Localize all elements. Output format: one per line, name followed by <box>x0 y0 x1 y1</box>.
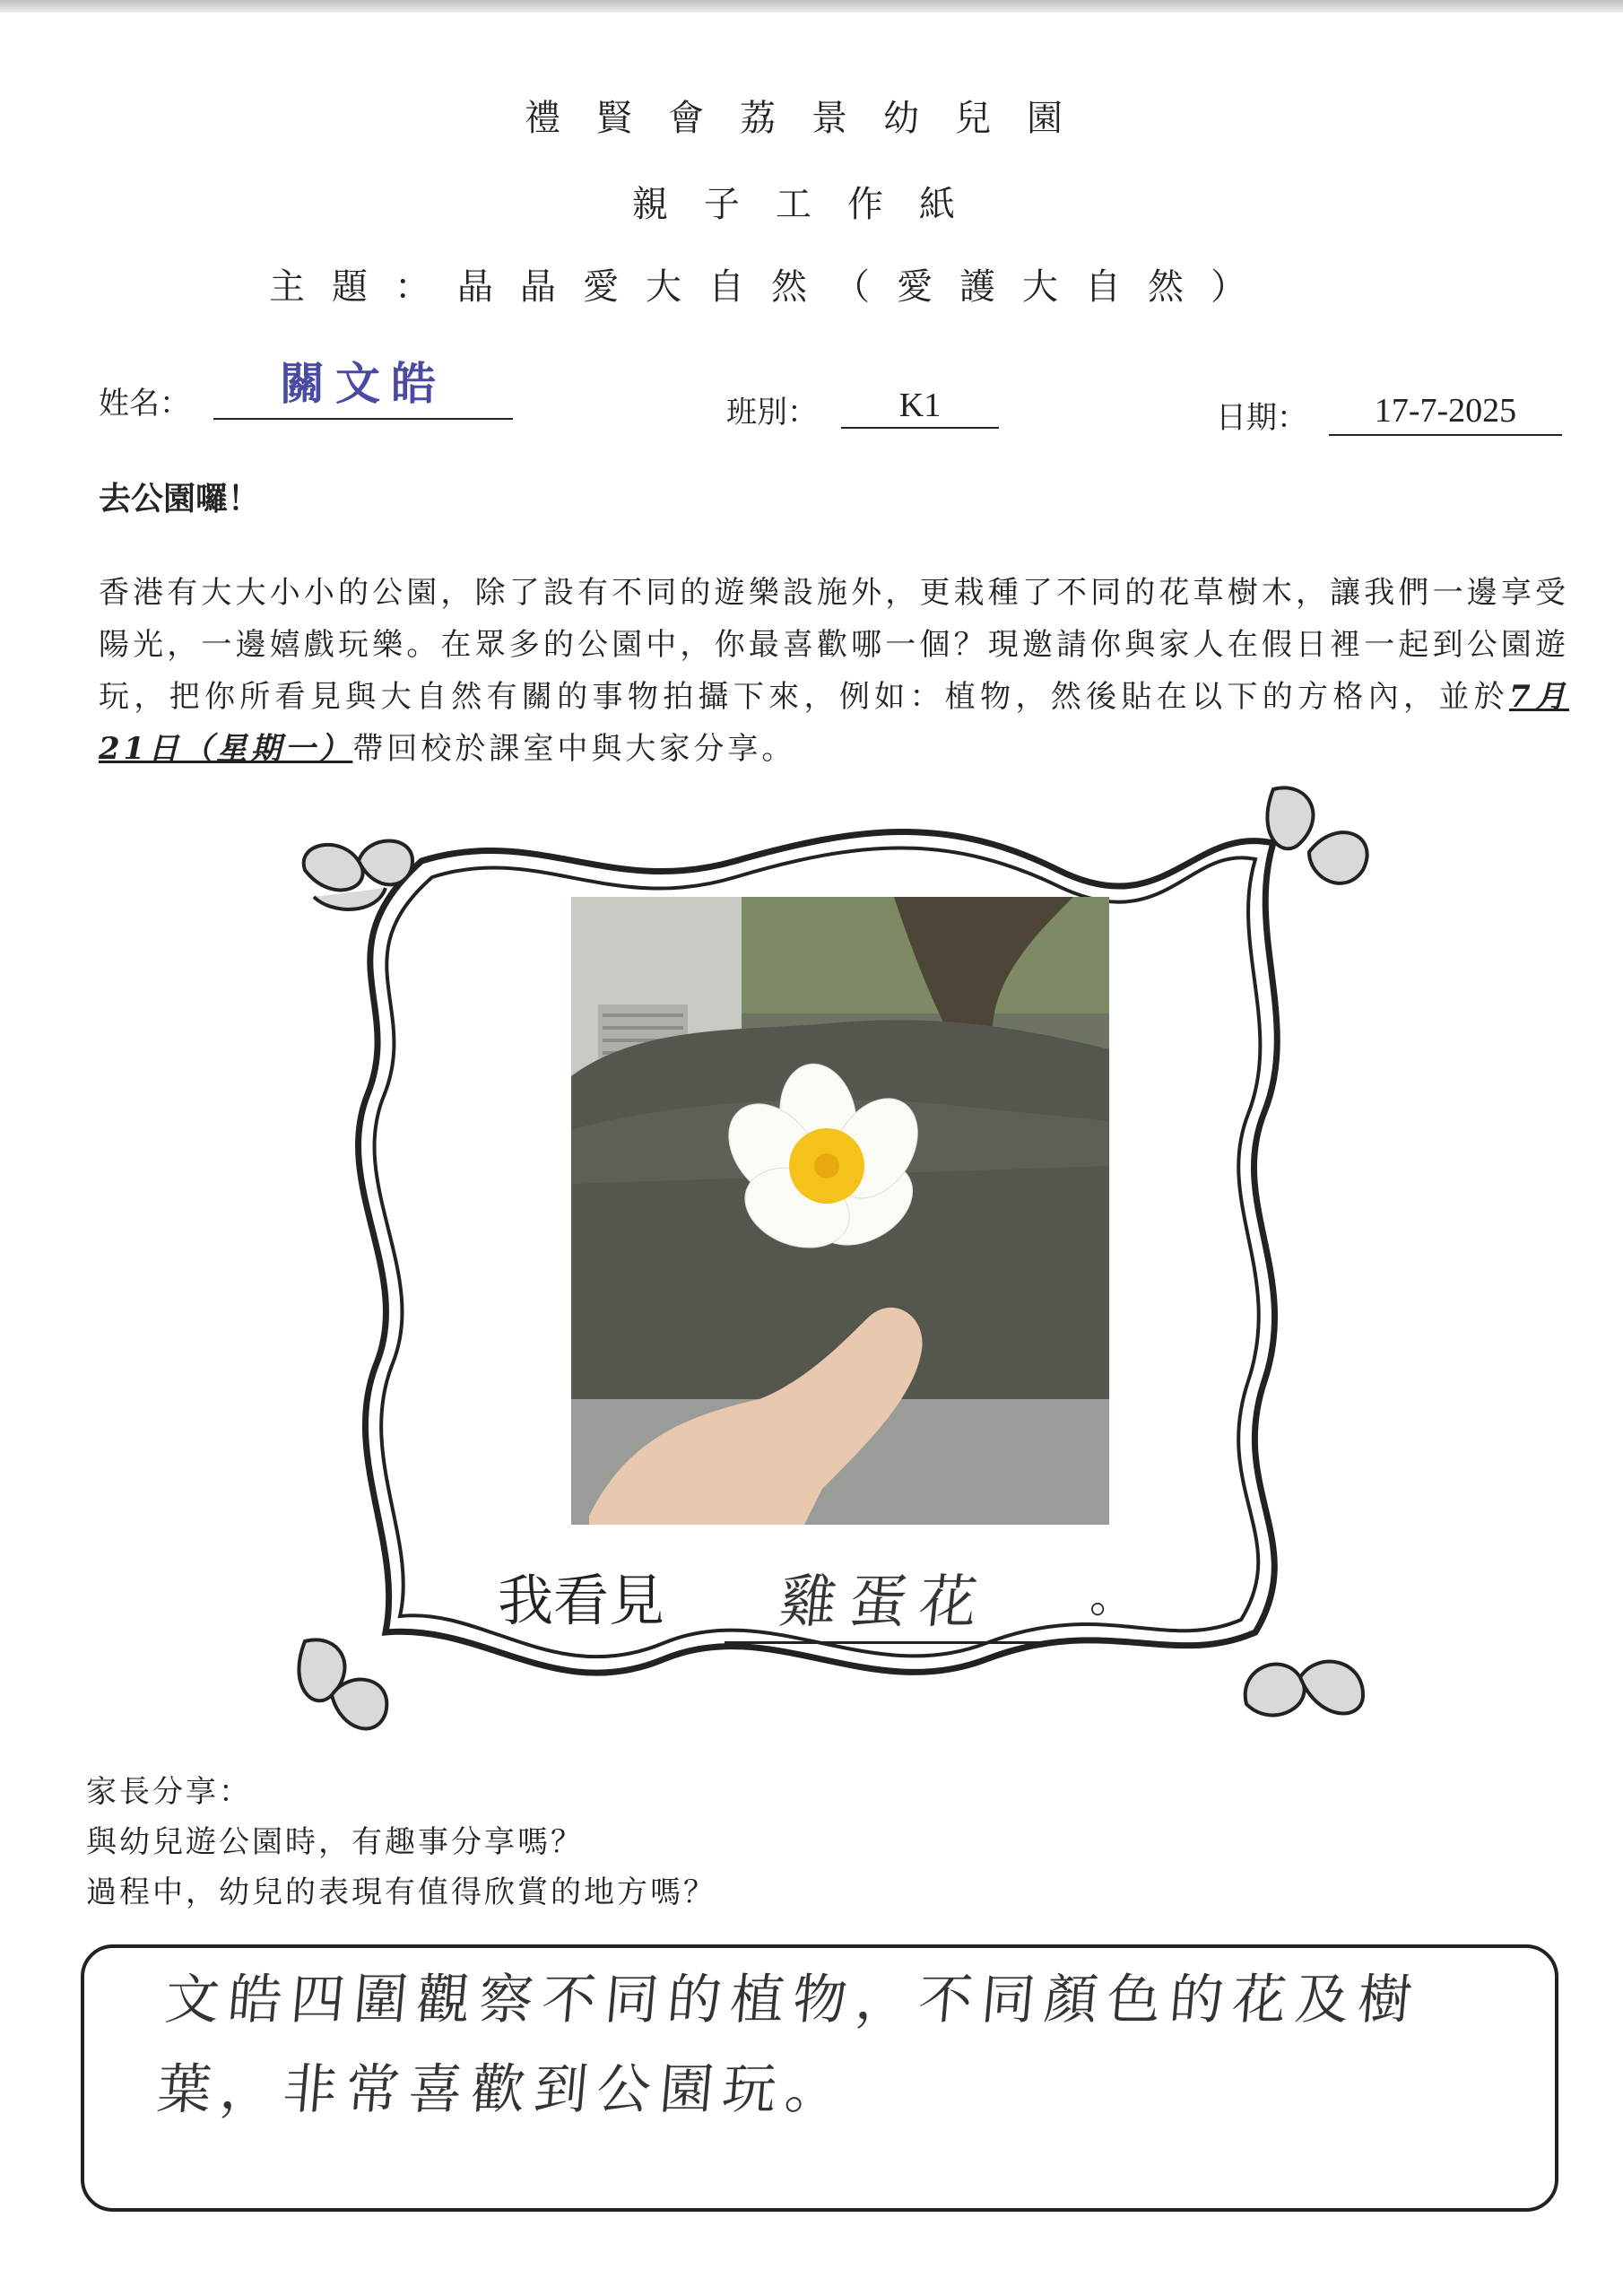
paragraph-text-end: 帶回校於課室中與大家分享。 <box>352 731 796 767</box>
school-name: 禮賢會荔景幼兒園 <box>525 98 1098 139</box>
activity-heading: 去公園囉！ <box>99 481 261 517</box>
frangipani-photo <box>571 897 1109 1525</box>
parent-question-2: 過程中，幼兒的表現有值得欣賞的地方嗎？ <box>86 1874 716 1910</box>
date-label: 日期： <box>1216 400 1307 436</box>
corner-flourish-icon <box>299 1639 386 1728</box>
name-line <box>213 418 513 420</box>
corner-flourish-icon <box>1245 1662 1363 1716</box>
topic-label: 主題： <box>269 266 457 308</box>
parent-share-label: 家長分享： <box>86 1774 252 1810</box>
class-label: 班別： <box>726 395 818 430</box>
name-value[interactable]: 關文皓 <box>280 358 447 410</box>
date-value[interactable]: 17-7-2025 <box>1374 392 1517 430</box>
topic-text: 晶晶愛大自然（愛護大自然） <box>457 266 1273 308</box>
corner-flourish-icon <box>304 841 412 909</box>
caption-answer[interactable]: 雞蛋花 <box>776 1570 994 1636</box>
class-value[interactable]: K1 <box>898 387 942 424</box>
due-date: 7月21日（星期一） <box>99 679 1569 767</box>
corner-flourish-icon <box>1267 787 1367 883</box>
topic-line <box>269 258 1273 309</box>
activity-paragraph <box>99 567 1569 775</box>
class-line <box>841 427 999 429</box>
caption-prefix: 我看見 <box>498 1568 665 1633</box>
answer-line-1: 文皓四圍觀察不同的植物，不同顏色的花及樹 <box>162 1969 1424 2031</box>
date-line <box>1329 434 1562 436</box>
worksheet-title: 親子工作紙 <box>632 184 991 225</box>
caption-end: 。 <box>1089 1570 1134 1622</box>
caption-blank-line <box>725 1641 1067 1644</box>
parent-question-1: 與幼兒遊公園時，有趣事分享嗎？ <box>86 1824 584 1860</box>
scan-edge <box>0 0 1623 13</box>
name-label: 姓名： <box>99 386 190 422</box>
parent-share-block <box>86 1767 716 1918</box>
answer-line-2: 葉，非常喜歡到公園玩。 <box>154 2058 851 2121</box>
paragraph-text: 香港有大大小小的公園，除了設有不同的遊樂設施外，更栽種了不同的花草樹木，讓我們一邊享受陽光，一邊嬉戲玩樂。在眾多的公園中，你最喜歡哪一個？現邀請你與家人在假日裡一起到公園遊玩，把你所看見與大自然有關的事物拍攝下來，例如：植物，然後貼在以下的方格內，並於 <box>99 575 1569 715</box>
parent-answer-text <box>153 1955 1532 2135</box>
